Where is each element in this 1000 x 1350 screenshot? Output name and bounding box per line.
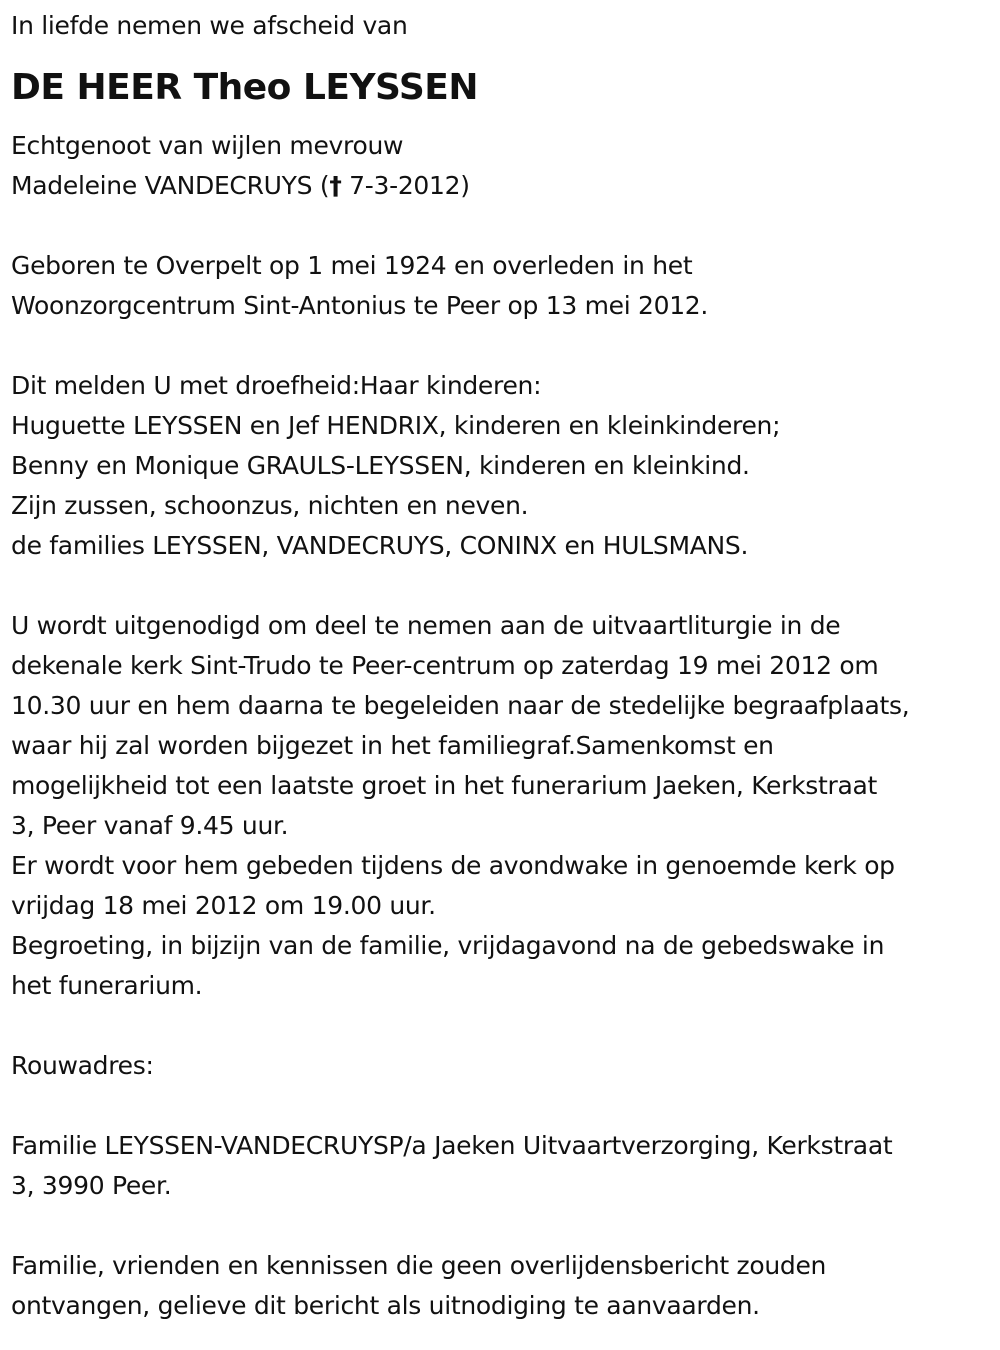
invitation-line: 3, Peer vanaf 9.45 uur. xyxy=(11,811,289,840)
invitation-line: 10.30 uur en hem daarna te begeleiden naar de stedelijke begraafplaats, xyxy=(11,691,910,720)
mourners-line: Benny en Monique GRAULS-LEYSSEN, kinderen en kleinkind. xyxy=(11,451,750,480)
spacer xyxy=(11,206,993,246)
closing-line: Familie, vrienden en kennissen die geen overlijdensbericht zouden xyxy=(11,1251,827,1280)
obituary-notice xyxy=(11,6,993,1326)
spacer xyxy=(11,1006,993,1046)
spouse-name-line xyxy=(11,166,993,206)
birth-line: Woonzorgcentrum Sint-Antonius te Peer op 13 mei 2012. xyxy=(11,291,709,320)
spacer xyxy=(11,1206,993,1246)
spouse-death-date: 7-3-2012) xyxy=(341,171,470,200)
mourners-line: Huguette LEYSSEN en Jef HENDRIX, kinderen en kleinkinderen; xyxy=(11,411,781,440)
address-label: Rouwadres: xyxy=(11,1051,154,1080)
invitation-line: het funerarium. xyxy=(11,971,203,1000)
invitation-line: U wordt uitgenodigd om deel te nemen aan de uitvaartliturgie in de xyxy=(11,611,841,640)
birth-line: Geboren te Overpelt op 1 mei 1924 en overleden in het xyxy=(11,251,693,280)
invitation-line: Er wordt voor hem gebeden tijdens de avondwake in genoemde kerk op xyxy=(11,851,895,880)
invitation-line: waar hij zal worden bijgezet in het familiegraf.Samenkomst en xyxy=(11,731,774,760)
deceased-name: DE HEER Theo LEYSSEN xyxy=(11,67,478,108)
closing-line: ontvangen, gelieve dit bericht als uitnodiging te aanvaarden. xyxy=(11,1291,760,1320)
address-line: 3, 3990 Peer. xyxy=(11,1171,172,1200)
invitation-line: mogelijkheid tot een laatste groet in het funerarium Jaeken, Kerkstraat xyxy=(11,771,878,800)
invitation-line: Begroeting, in bijzijn van de familie, vrijdagavond na de gebedswake in xyxy=(11,931,885,960)
spacer xyxy=(11,1086,993,1126)
intro-text: In liefde nemen we afscheid van xyxy=(11,11,408,40)
mourners-line: Dit melden U met droefheid:Haar kinderen: xyxy=(11,371,542,400)
mourners-line: de families LEYSSEN, VANDECRUYS, CONINX en HULSMANS. xyxy=(11,531,749,560)
invitation-line: vrijdag 18 mei 2012 om 19.00 uur. xyxy=(11,891,436,920)
cross-icon: † xyxy=(329,171,342,200)
spouse-name: Madeleine VANDECRUYS ( xyxy=(11,171,330,200)
spouse-line: Echtgenoot van wijlen mevrouw xyxy=(11,131,404,160)
spacer xyxy=(11,566,993,606)
spacer xyxy=(11,326,993,366)
address-line: Familie LEYSSEN-VANDECRUYSP/a Jaeken Uitvaartverzorging, Kerkstraat xyxy=(11,1131,893,1160)
invitation-line: dekenale kerk Sint-Trudo te Peer-centrum op zaterdag 19 mei 2012 om xyxy=(11,651,879,680)
mourners-line: Zijn zussen, schoonzus, nichten en neven. xyxy=(11,491,529,520)
